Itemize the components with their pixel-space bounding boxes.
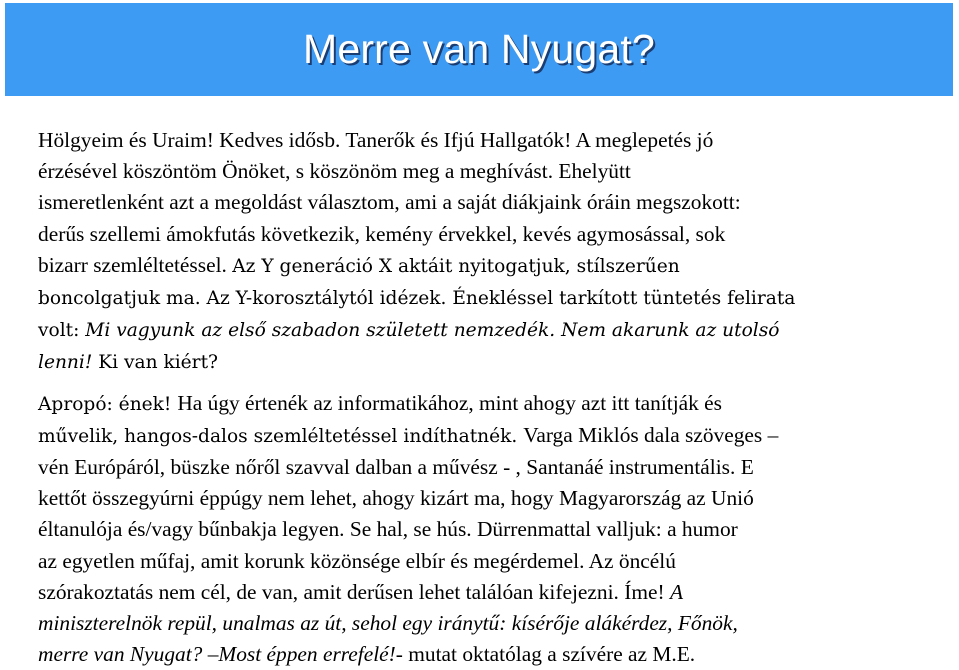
text-run: vén Európáról, büszke nőről szavval dalban a művész - , Santanáé instrumentális. E [38,455,754,480]
italic-quote: A [669,579,684,604]
text-run: bizarr szemléltetéssel. [38,252,233,277]
text-run: léssel tarkított tüntetés felirata [500,288,796,310]
text-run: ismeretlenként azt a megoldást választom, ami a saját diákjaink óráin megszokott: [38,190,741,215]
text-line [38,156,943,187]
text-line [38,420,943,452]
slide-body [38,125,943,670]
text-run: szórakoztatás nem cél, de van, amit derűsen lehet találóan kifejezni. Íme! [38,579,670,604]
text-run: Hölgyeim és Uraim! Kedves idősb. Tanerők és Ifjú Hallgatók! A meglepetés jó [38,128,714,152]
paragraph [38,388,943,670]
text-line [38,639,943,670]
text-run: érzésével köszöntöm Önöket, s köszönöm meg a meghívást. Ehelyütt [38,159,631,184]
text-line [38,125,943,156]
text-line [38,546,943,577]
text-run: derűs szellemi ámokfutás következik, kemény érvekkel, kevés agymosással, sok [38,221,726,246]
text-run: Ha úgy értenék az informatikához, mint ahogy azt itt tanítják és [177,390,723,415]
text-run: Apropó: ének! [38,393,178,415]
text-run: az egyetlen műfaj, amit korunk közönsége elbír és megérdemel. Az öncélú [38,548,676,573]
text-run: művelik, hangos-dalos szemléltetéssel indíthatnék. [38,425,524,447]
text-line [38,346,943,378]
slide-title: Merre van Nyugat? [302,26,656,72]
title-bar [5,3,953,96]
text-run: Varga Miklós dala szöveges – [523,422,779,447]
text-run: Ki van kiért? [98,352,219,374]
text-line [38,250,943,282]
italic-quote: Mi vagyunk az első szabadon született nemzedék. Nem akarunk az utolsó [85,320,780,342]
italic-quote: merre van Nyugat? –Most éppen errefelé! [38,642,396,667]
text-run: volt: [38,320,86,342]
italic-quote: miniszterelnök repül, unalmas az út, sehol egy iránytű: kísérője alákérdez, Főnök, [38,611,738,636]
text-line [38,187,943,218]
text-line [38,514,943,545]
text-line [38,483,943,514]
text-line [38,577,943,608]
text-run: kettőt összegyúrni éppúgy nem lehet, ahogy kizárt ma, hogy Magyarország az Unió [38,486,754,511]
text-line [38,452,943,483]
text-line [38,314,943,346]
text-run: - mutat oktatólag a szívére az M.E. [395,642,696,667]
text-line [38,608,943,639]
text-run: boncolgatjuk ma. Az Y-korosztálytól idézek. Ének [38,288,501,310]
text-line [38,282,943,314]
italic-quote: lenni! [38,352,99,374]
text-line [38,219,943,250]
text-line [38,388,943,420]
text-run: Az Y generáció X aktáit nyitogatjuk, stílszerűen [232,255,680,277]
text-run: éltanulója és/vagy bűnbakja legyen. Se hal, se hús. Dürrenmattal valljuk: a humor [38,517,738,542]
paragraph [38,125,943,379]
